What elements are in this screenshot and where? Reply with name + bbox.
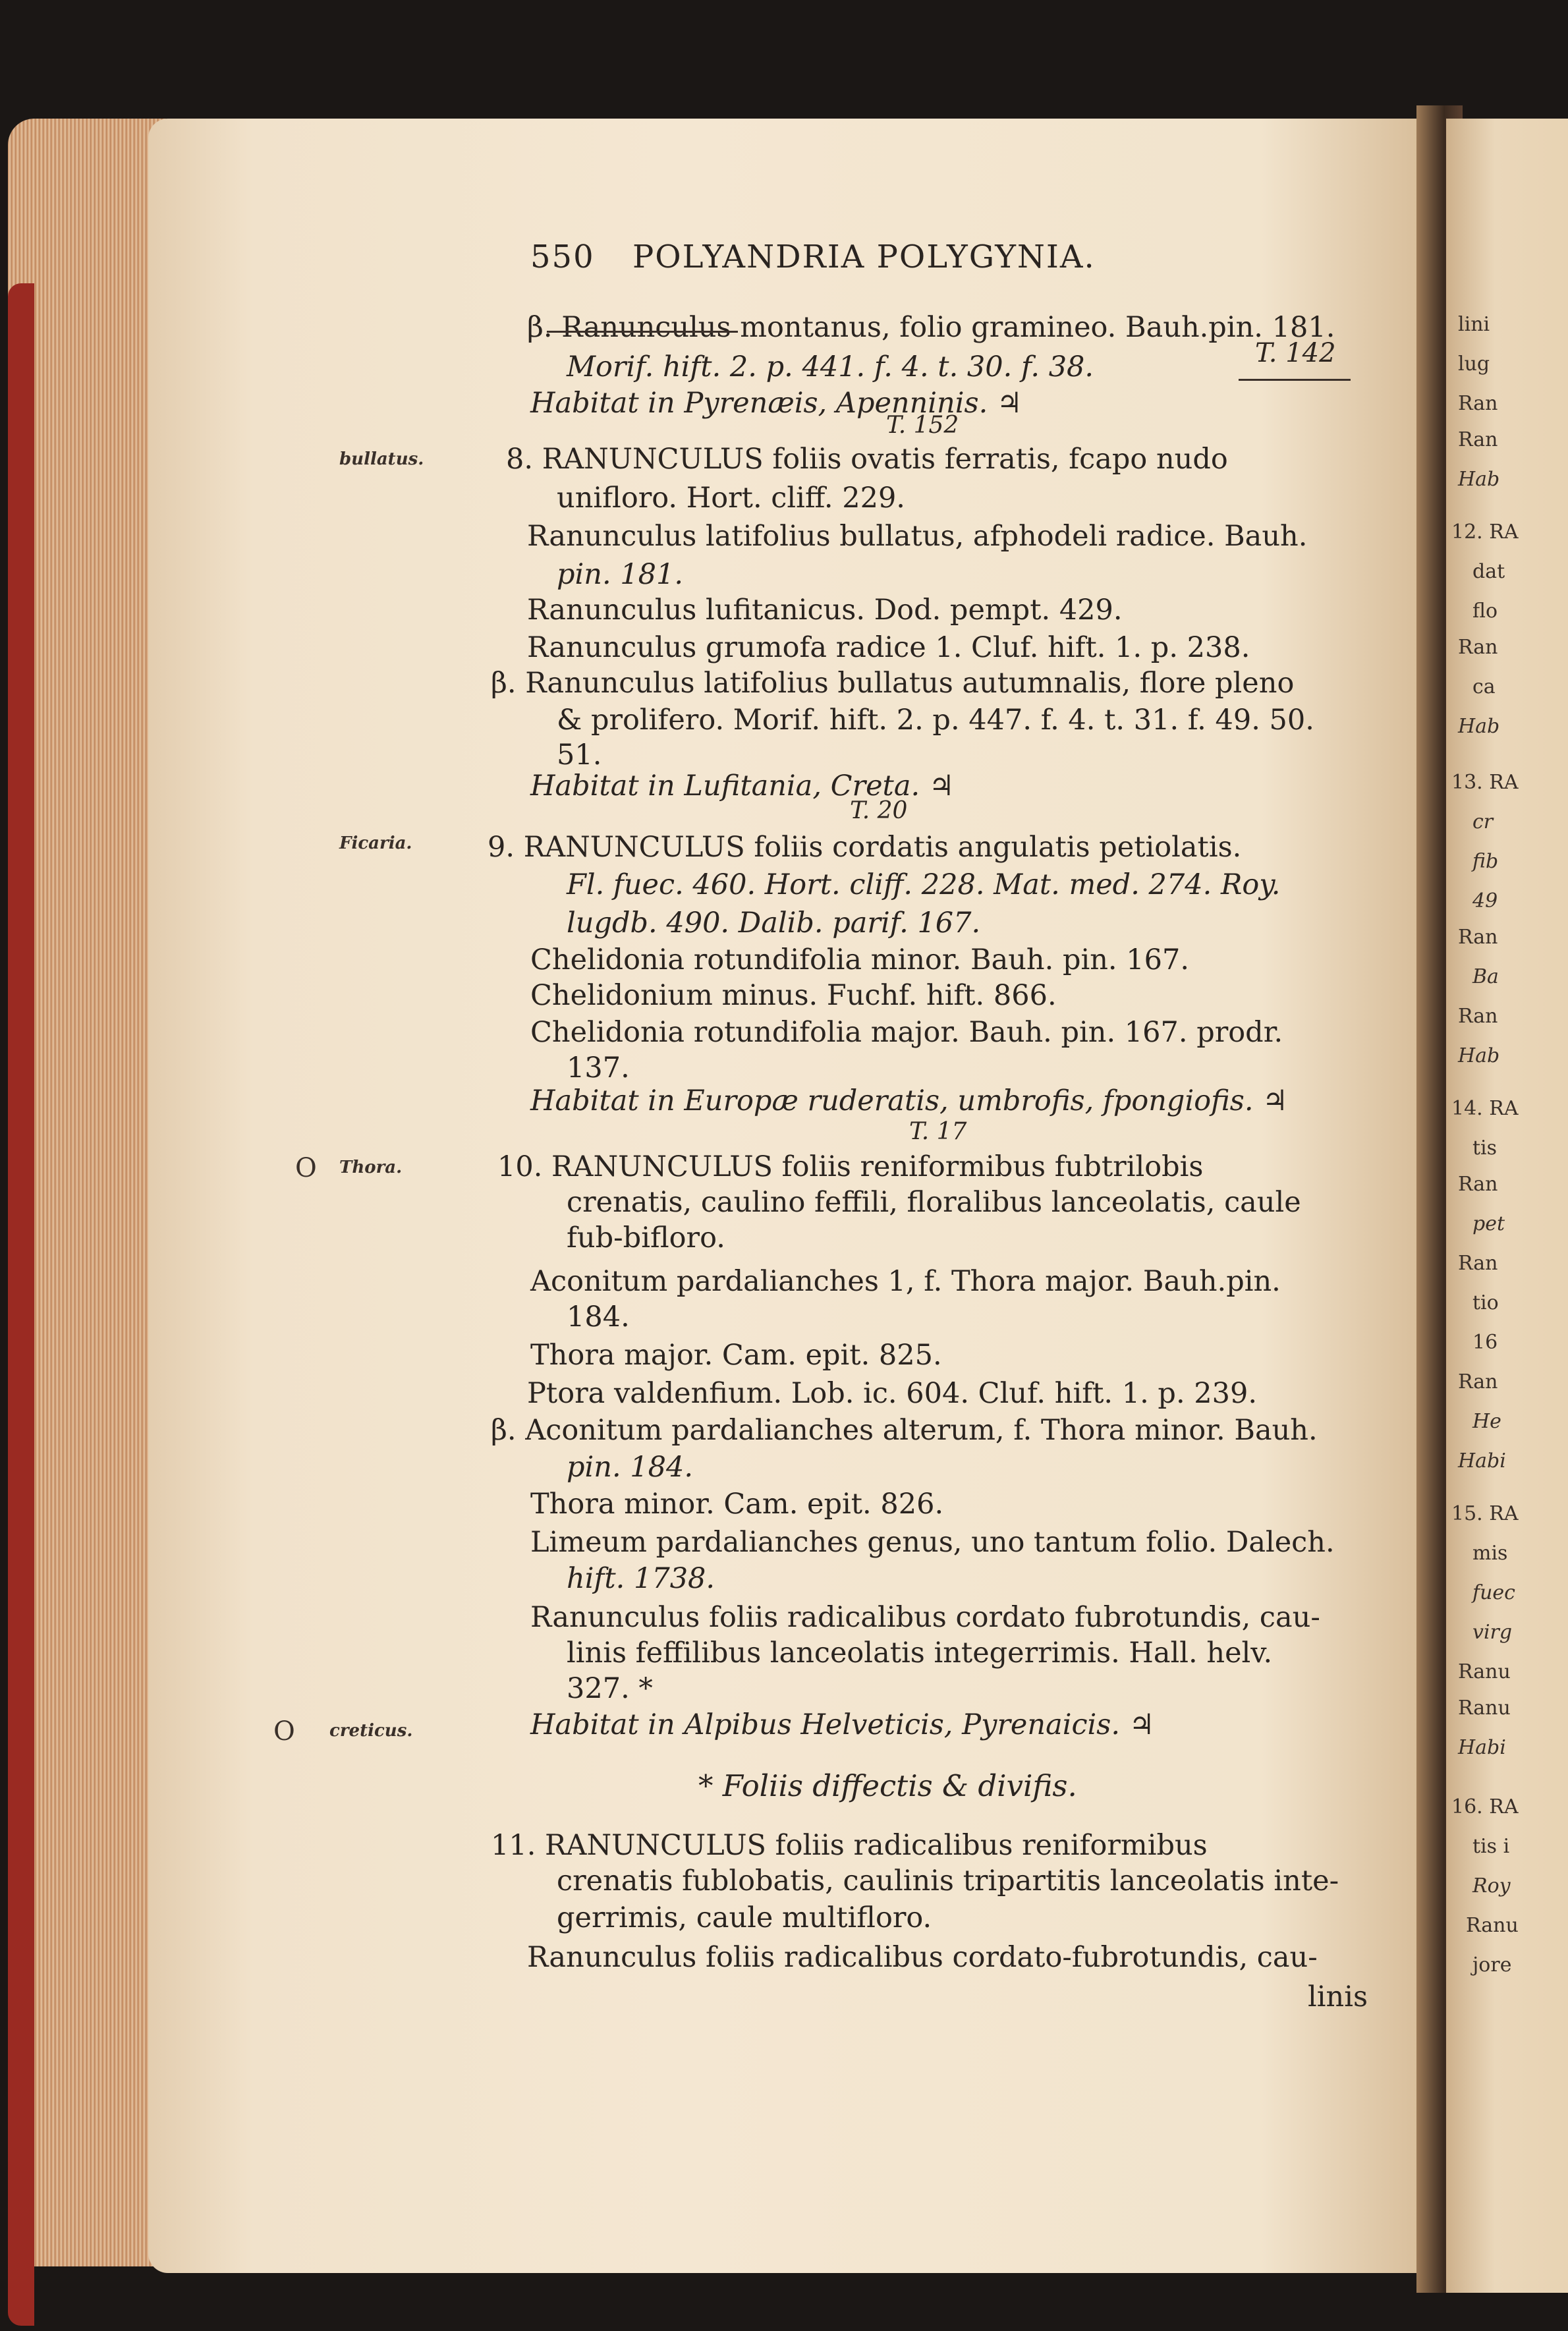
text-line: unifloro. Hort. cliff. 229. xyxy=(557,482,905,515)
next-page-line: Ran xyxy=(1458,428,1498,451)
text-line: Ptora valdenfium. Lob. ic. 604. Cluf. hift. 1. p. 239. xyxy=(527,1377,1258,1410)
margin-note-bullatus: bullatus. xyxy=(339,449,424,469)
text-line: Thora major. Cam. epit. 825. xyxy=(530,1339,942,1372)
next-page-line: Hab xyxy=(1458,1044,1500,1067)
next-page-line: dat xyxy=(1472,560,1505,583)
text-line: pin. 181. xyxy=(557,558,684,591)
text-line: Habitat in Pyrenæis, Apenninis. ♃ xyxy=(530,387,1022,420)
text-line: 8. RANUNCULUS foliis ovatis ferratis, fcapo nudo xyxy=(506,443,1228,476)
text-line: & prolifero. Morif. hift. 2. p. 447. f. 4. t. 31. f. 49. 50. xyxy=(557,704,1314,737)
page-number: 550 xyxy=(530,239,595,275)
next-page-line: Ran xyxy=(1458,926,1498,949)
next-page-line: flo xyxy=(1472,600,1498,623)
next-page-line: tis i xyxy=(1472,1835,1510,1858)
text-line: Aconitum pardalianches 1, f. Thora major. Bauh.pin. xyxy=(530,1265,1281,1298)
text-line: Habitat in Europæ ruderatis, umbrofis, fpongiofis. ♃ xyxy=(530,1084,1288,1117)
next-page-line: Ran xyxy=(1458,1005,1498,1028)
text-line: 184. xyxy=(567,1301,630,1334)
text-line: β. Ranunculus latifolius bullatus autumnalis, flore pleno xyxy=(491,667,1295,700)
next-page-line: Roy xyxy=(1472,1874,1511,1897)
text-line: lugdb. 490. Dalib. parif. 167. xyxy=(567,907,981,940)
text-line: 10. RANUNCULUS foliis reniformibus fubtrilobis xyxy=(497,1150,1204,1183)
text-line: gerrimis, caule multifloro. xyxy=(557,1901,932,1934)
next-page-line: He xyxy=(1472,1410,1501,1433)
next-page-line: Ranu xyxy=(1458,1660,1511,1683)
next-page-line: fuec xyxy=(1472,1581,1515,1604)
text-line: Chelidonia rotundifolia major. Bauh. pin. 167. prodr. xyxy=(530,1016,1283,1049)
text-line: pin. 184. xyxy=(567,1451,694,1484)
text-line: 327. * xyxy=(567,1672,653,1705)
next-page-line: Ranu xyxy=(1458,1697,1511,1720)
next-page-line: lug xyxy=(1458,352,1490,376)
next-page-line: Ranu xyxy=(1466,1914,1519,1937)
next-page-line: Habi xyxy=(1458,1449,1506,1473)
next-page-line: Ran xyxy=(1458,1173,1498,1196)
handwritten-underline xyxy=(1239,379,1351,381)
next-page-line: 15. RA xyxy=(1451,1502,1519,1525)
binding-edge xyxy=(8,283,34,2326)
text-line: Habitat in Lufitania, Creta. ♃ xyxy=(530,770,955,802)
margin-mark-circle: O xyxy=(295,1153,317,1183)
handwritten-underline xyxy=(547,331,738,333)
next-page-line: ca xyxy=(1472,675,1496,698)
next-page-line: jore xyxy=(1472,1953,1512,1977)
next-page-line: Ran xyxy=(1458,1252,1498,1275)
text-line: Morif. hift. 2. p. 441. f. 4. t. 30. f. 38. xyxy=(567,351,1094,383)
running-title: POLYANDRIA POLYGYNIA. xyxy=(632,239,1096,275)
next-page-line: 12. RA xyxy=(1451,520,1519,544)
next-page-line: 13. RA xyxy=(1451,771,1519,794)
next-page-line: 16 xyxy=(1472,1331,1498,1354)
text-line: Chelidonium minus. Fuchf. hift. 866. xyxy=(530,979,1057,1012)
section-heading: * Foliis diffectis & divifis. xyxy=(698,1768,1077,1803)
text-line: crenatis, caulino feffili, floralibus lanceolatis, caule xyxy=(567,1186,1301,1219)
next-page-line: tio xyxy=(1472,1291,1499,1314)
next-page-line: Ran xyxy=(1458,1370,1498,1393)
text-line: Chelidonia rotundifolia minor. Bauh. pin. 167. xyxy=(530,943,1190,976)
next-page-line: Hab xyxy=(1458,468,1500,491)
margin-note-ficaria: Ficaria. xyxy=(339,833,412,853)
handwritten-note: T. 142 xyxy=(1255,338,1336,368)
page-edges xyxy=(8,119,166,2266)
next-page-line: virg xyxy=(1472,1621,1513,1644)
next-page-line: Ba xyxy=(1472,965,1499,988)
next-page-line: cr xyxy=(1472,810,1494,833)
text-line: β. Aconitum pardalianches alterum, f. Thora minor. Bauh. xyxy=(491,1414,1318,1447)
margin-note-thora: Thora. xyxy=(339,1158,403,1177)
text-line: fub-bifloro. xyxy=(567,1222,725,1254)
next-page-line: 14. RA xyxy=(1451,1097,1519,1120)
next-page-line: tis xyxy=(1472,1137,1498,1160)
text-line: Ranunculus latifolius bullatus, afphodeli radice. Bauh. xyxy=(527,520,1308,553)
text-line: 51. xyxy=(557,739,602,772)
text-line: Habitat in Alpibus Helveticis, Pyrenaicis. ♃ xyxy=(530,1708,1155,1741)
text-line: Ranunculus foliis radicalibus cordato fubrotundis, cau- xyxy=(530,1601,1320,1634)
text-line: Ranunculus lufitanicus. Dod. pempt. 429. xyxy=(527,594,1123,627)
next-page-line: 49 xyxy=(1472,889,1498,913)
text-line: crenatis fublobatis, caulinis tripartitis lanceolatis inte- xyxy=(557,1865,1339,1897)
text-line: Thora minor. Cam. epit. 826. xyxy=(530,1488,944,1521)
text-line: 137. xyxy=(567,1052,630,1084)
text-line: Fl. fuec. 460. Hort. cliff. 228. Mat. med. 274. Roy. xyxy=(567,868,1281,901)
text-line: linis xyxy=(1308,1980,1368,2013)
text-line: Ranunculus grumofa radice 1. Cluf. hift. 1. p. 238. xyxy=(527,631,1250,664)
next-page-line: lini xyxy=(1458,313,1490,336)
next-page-line: fib xyxy=(1472,850,1499,873)
next-page-line: Ran xyxy=(1458,636,1498,659)
next-page-line: mis xyxy=(1472,1542,1508,1565)
handwritten-note: T. 152 xyxy=(886,412,959,439)
text-line: hift. 1738. xyxy=(567,1562,715,1595)
next-page-line: Habi xyxy=(1458,1736,1506,1759)
text-line: β. Ranunculus montanus, folio gramineo. Bauh.pin. 181. xyxy=(527,311,1335,344)
handwritten-note: T. 17 xyxy=(909,1118,967,1145)
text-line: 11. RANUNCULUS foliis radicalibus reniformibus xyxy=(491,1829,1208,1862)
margin-mark-circle: O xyxy=(273,1716,295,1747)
text-line: linis feffilibus lanceolatis integerrimis. Hall. helv. xyxy=(567,1637,1273,1670)
next-page-fragment xyxy=(1446,119,1568,2293)
margin-note-creticus: creticus. xyxy=(329,1721,413,1741)
next-page-line: Ran xyxy=(1458,392,1498,415)
next-page-line: 16. RA xyxy=(1451,1795,1519,1818)
next-page-line: pet xyxy=(1472,1212,1505,1235)
handwritten-note: T. 20 xyxy=(850,797,908,824)
text-line: Ranunculus foliis radicalibus cordato-fubrotundis, cau- xyxy=(527,1941,1318,1974)
text-line: 9. RANUNCULUS foliis cordatis angulatis petiolatis. xyxy=(488,831,1242,864)
text-line: Limeum pardalianches genus, uno tantum folio. Dalech. xyxy=(530,1526,1335,1559)
next-page-line: Hab xyxy=(1458,715,1500,738)
